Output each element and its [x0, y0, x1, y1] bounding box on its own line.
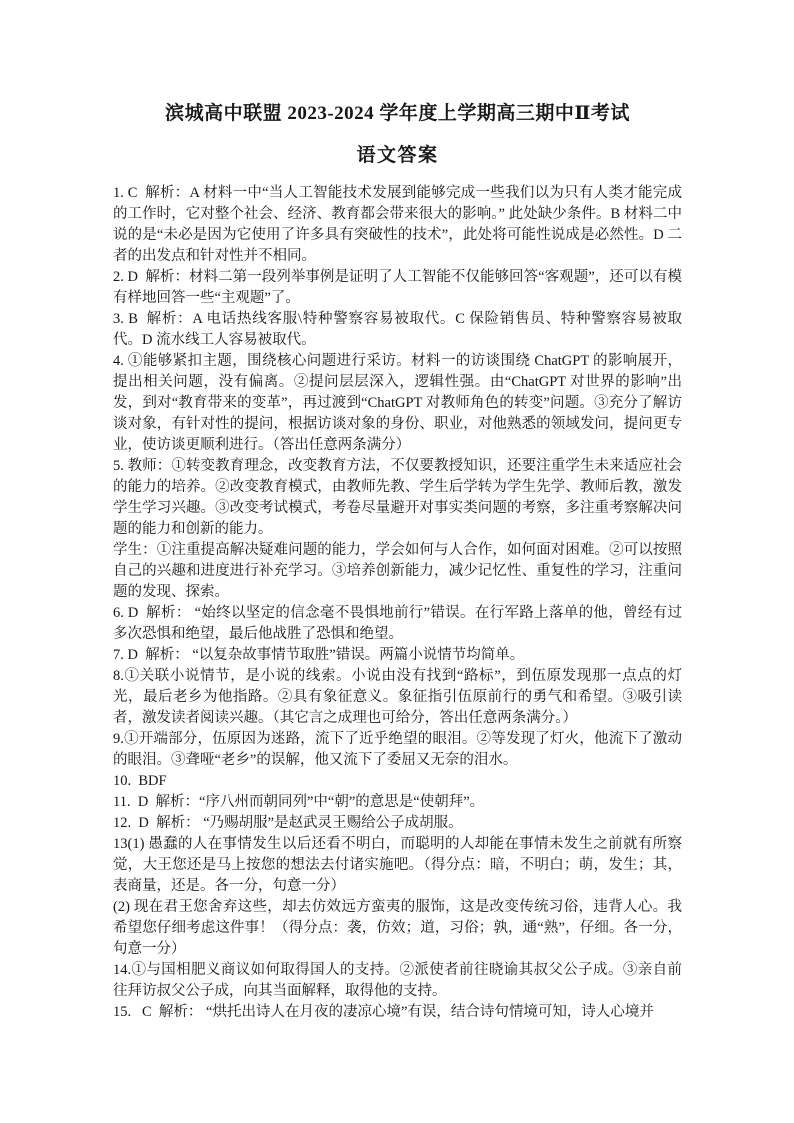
answer-sheet-title: 语文答案: [356, 145, 439, 166]
exam-title: 滨城高中联盟 2023-2024 学年度上学期高三期中Ⅱ考试: [165, 103, 630, 124]
answer-item-10: 10. BDF: [113, 773, 167, 789]
answer-item-1: 1. C 解析：A 材料一中“当人工智能技术发展到能够完成一些我们以为只有人类才能完成的工作时，它对整个社会、经济、教育都会带来很大的影响。” 此处缺少条件。B 材料二中说的是“未必是因为它使用了许多具有突破性的技术”，此处将可能性说成是必然性。D 二者的出发点和针对性并不相同。: [113, 185, 682, 264]
answer-item-5-teacher: 5. 教师：①转变教育理念，改变教育方法，不仅要教授知识，还要注重学生未来适应社会的能力的培养。②改变教育模式，由教师先教、学生后学转为学生先学、教师后教，激发学生学习兴趣。③改变考试模式，考卷尽量避开对事实类问题的考察，多注重考察解决问题的能力和创新的能力。: [113, 458, 682, 537]
answer-item-5-student: 学生：①注重提高解决疑难问题的能力，学会如何与人合作，如何面对困难。②可以按照自己的兴趣和进度进行补充学习。③培养创新能力，减少记忆性、重复性的学习，注重问题的发现、探索。: [113, 542, 682, 600]
answer-item-12: 12. D 解析： “乃赐胡服”是赵武灵王赐给公子成胡服。: [113, 815, 463, 831]
answer-item-11: 11. D 解析：“序八州而朝同列”中“朝”的意思是“使朝拜”。: [113, 794, 485, 810]
answers-section: [113, 183, 682, 1023]
answer-item-2: 2. D 解析：材料二第一段列举事例是证明了人工智能不仅能够回答“客观题”，还可以有模有样地回答一些“主观题”了。: [113, 269, 682, 306]
answer-item-4: 4. ①能够紧扣主题，围绕核心问题进行采访。材料一的访谈围绕 ChatGPT 的影响展开，提出相关问题，没有偏离。②提问层层深入，逻辑性强。由“ChatGPT 对世界的影响”出发，到对“教育带来的变革”，再过渡到“ChatGPT 对教师角色的转变”问题。③充分了解访谈对象，有针对性的提问，根据访谈对象的身份、职业，对他熟悉的领域发问，提问更专业，使访谈更顺利进行。（答出任意两条满分）: [113, 353, 682, 453]
answer-item-8: 8.①关联小说情节，是小说的线索。小说由没有找到“路标”，到伍原发现那一点点的灯光，最后老乡为他指路。②具有象征意义。象征指引伍原前行的勇气和希望。③吸引读者，激发读者阅读兴趣。（其它言之成理也可给分，答出任意两条满分。）: [113, 668, 682, 726]
answer-item-9: 9.①开端部分，伍原因为迷路，流下了近乎绝望的眼泪。②等发现了灯火，他流下了激动的眼泪。③聋哑“老乡”的误解，他又流下了委屈又无奈的泪水。: [113, 731, 682, 768]
answer-item-14: 14.①与国相肥义商议如何取得国人的支持。②派使者前往晓谕其叔父公子成。③亲自前往拜访叔父公子成，向其当面解释，取得他的支持。: [113, 962, 682, 999]
answer-item-13-2: (2) 现在君王您舍弃这些，却去仿效远方蛮夷的服饰，这是改变传统习俗，违背人心。我希望您仔细考虑这件事！（得分点：袭，仿效；道，习俗；孰，通“熟”，仔细。各一分，句意一分）: [113, 899, 682, 957]
document-content: [113, 100, 682, 1023]
answer-item-6: 6. D 解析： “始终以坚定的信念毫不畏惧地前行”错误。在行军路上落单的他，曾经有过多次恐惧和绝望，最后他战胜了恐惧和绝望。: [113, 605, 682, 642]
answer-item-3: 3. B 解析：A 电话热线客服\特种警察容易被取代。C 保险销售员、特种警察容易被取代。D 流水线工人容易被取代。: [113, 311, 682, 348]
answer-item-15: 15. C 解析： “烘托出诗人在月夜的凄凉心境”有误，结合诗句情境可知，诗人心境并: [113, 1004, 654, 1020]
answer-item-7: 7. D 解析： “以复杂故事情节取胜”错误。两篇小说情节均简单。: [113, 647, 525, 663]
answer-item-13-1: 13(1) 愚蠢的人在事情发生以后还看不明白，而聪明的人却能在事情未发生之前就有所察觉，大王您还是马上按您的想法去付诸实施吧。（得分点：暗，不明白；萌，发生；其，表商量，还是。各一分，句意一分）: [113, 836, 682, 894]
